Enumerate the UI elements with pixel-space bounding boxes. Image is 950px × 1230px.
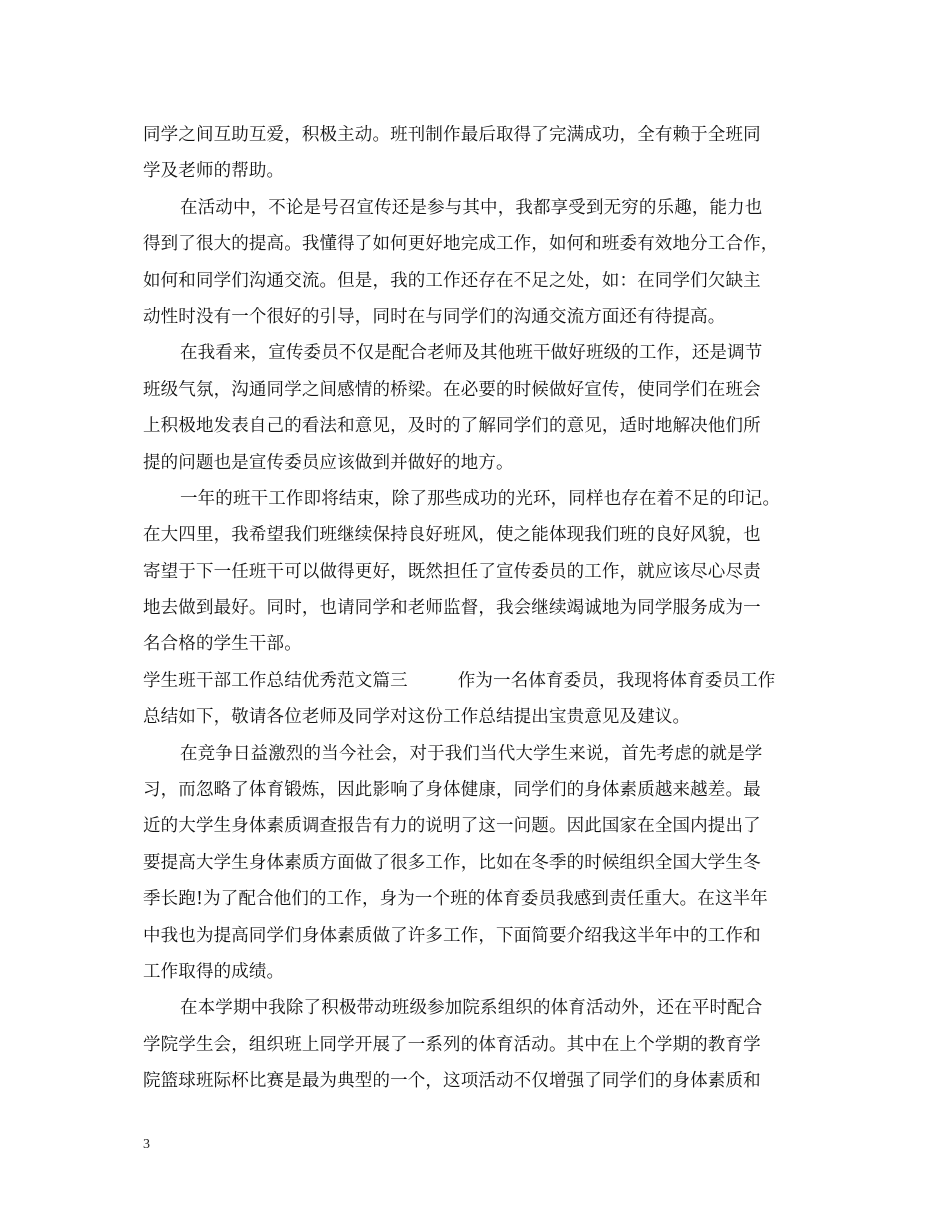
document-body	[143, 117, 807, 1100]
paragraph-start-line: 在活动中，不论是号召宣传还是参与其中，我都享受到无穷的乐趣，能力也	[180, 197, 763, 218]
section-title: 学生班干部工作总结优秀范文篇三	[143, 670, 408, 691]
text-line: 提的问题也是宣传委员应该做到并做好的地方。	[143, 452, 514, 473]
text-line: 班级气氛，沟通同学之间感情的桥梁。在必要的时候做好宣传，使同学们在班会	[143, 379, 761, 400]
text-line: 近的大学生身体素质调查报告有力的说明了这一问题。因此国家在全国内提出了	[143, 816, 761, 837]
text-line: 总结如下，敬请各位老师及同学对这份工作总结提出宝贵意见及建议。	[143, 707, 691, 728]
text-line: 在大四里，我希望我们班继续保持良好班风，使之能体现我们班的良好风貌，也	[143, 525, 761, 546]
paragraph-start-line: 在我看来，宣传委员不仅是配合老师及其他班干做好班级的工作，还是调节	[180, 343, 763, 364]
text-line: 动性时没有一个很好的引导，同时在与同学们的沟通交流方面还有待提高。	[143, 306, 726, 327]
text-line: 得到了很大的提高。我懂得了如何更好地完成工作，如何和班委有效地分工合作，	[143, 234, 779, 255]
text-line: 习，而忽略了体育锻炼，因此影响了身体健康，同学们的身体素质越来越差。最	[143, 780, 761, 801]
text-line: 上积极地发表自己的看法和意见，及时的了解同学们的意见，适时地解决他们所	[143, 416, 761, 437]
text-line: 中我也为提高同学们身体素质做了许多工作，下面简要介绍我这半年中的工作和	[143, 925, 761, 946]
text-line: 寄望于下一任班干可以做得更好，既然担任了宣传委员的工作，就应该尽心尽责	[143, 561, 761, 582]
text-line: 要提高大学生身体素质方面做了很多工作，比如在冬季的时候组织全国大学生冬	[143, 852, 761, 873]
section-title-line	[143, 663, 807, 699]
text-line: 地去做到最好。同时，也请同学和老师监督，我会继续竭诚地为同学服务成为一	[143, 598, 761, 619]
text-line: 同学之间互助互爱，积极主动。班刊制作最后取得了完满成功，全有赖于全班同	[143, 125, 761, 145]
text-line: 学及老师的帮助。	[143, 161, 285, 182]
paragraph-start-line: 在本学期中我除了积极带动班级参加院系组织的体育活动外，还在平时配合	[180, 998, 763, 1019]
section-intro: 作为一名体育委员，我现将体育委员工作	[457, 670, 776, 691]
text-line: 院篮球班际杯比赛是最为典型的一个，这项活动不仅增强了同学们的身体素质和	[143, 1071, 761, 1092]
paragraph-start-line: 在竞争日益激烈的当今社会，对于我们当代大学生来说，首先考虑的就是学	[180, 743, 763, 764]
text-line: 季长跑!为了配合他们的工作，身为一个班的体育委员我感到责任重大。在这半年	[143, 889, 768, 910]
text-line: 名合格的学生干部。	[143, 634, 302, 655]
text-line: 如何和同学们沟通交流。但是，我的工作还存在不足之处，如：在同学们欠缺主	[143, 270, 761, 291]
page-number: 3	[143, 1137, 150, 1152]
text-line: 学院学生会，组织班上同学开展了一系列的体育活动。其中在上个学期的教育学	[143, 1034, 761, 1055]
paragraph-start-line: 一年的班干工作即将结束，除了那些成功的光环，同样也存在着不足的印记。	[180, 488, 781, 509]
text-line: 工作取得的成绩。	[143, 961, 285, 982]
